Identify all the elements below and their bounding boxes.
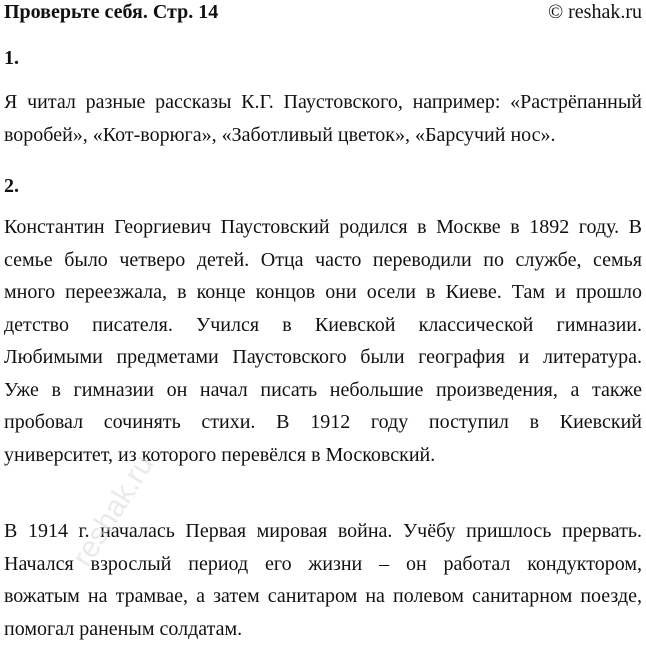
text-line: Константин Георгиевич Паустовский родился в Москве в 1892 году. В: [4, 216, 642, 238]
section-number-2: 2.: [4, 175, 19, 197]
page-header: [4, 0, 642, 26]
text-line: воробей», «Кот-ворюга», «Заботливый цветок», «Барсучий нос».: [4, 123, 556, 146]
text-line: В 1914 г. началась Первая мировая война. Учёбу пришлось прервать.: [4, 520, 642, 542]
text-line: помогал раненым солдатам.: [4, 617, 243, 640]
watermark: reshak.ru: [66, 448, 161, 573]
text-line: Я читал разные рассказы К.Г. Паустовского, например: «Растрёпанный: [4, 91, 642, 113]
source-credit: © reshak.ru: [547, 1, 642, 23]
text-line: университет, из которого перевёлся в Московский.: [4, 443, 436, 466]
text-line: семье было четверо детей. Отца часто переводили по службе, семья: [4, 248, 642, 271]
answer-1-paragraph: [4, 86, 642, 151]
text-line: Начался взрослый период его жизни – он работал кондуктором,: [4, 552, 642, 575]
text-line: пробовал сочинять стихи. В 1912 году поступил в Киевский: [4, 411, 642, 433]
text-line: вожатым на трамвае, а затем санитаром на полевом санитарном поезде,: [4, 585, 642, 607]
text-line: Уже в гимназии он начал писать небольшие произведения, а также: [4, 378, 642, 401]
section-number-1: 1.: [4, 47, 19, 69]
text-line: много переезжала, в конце концов они осели в Киеве. Там и прошло: [4, 281, 642, 303]
text-line: детство писателя. Учился в Киевской классической гимназии.: [4, 313, 642, 336]
text-line: Любимыми предметами Паустовского были география и литература.: [4, 346, 642, 368]
answer-2-paragraph-2: [4, 515, 642, 645]
answer-2-paragraph-1: [4, 211, 642, 471]
page-title: Проверьте себя. Стр. 14: [4, 1, 219, 23]
